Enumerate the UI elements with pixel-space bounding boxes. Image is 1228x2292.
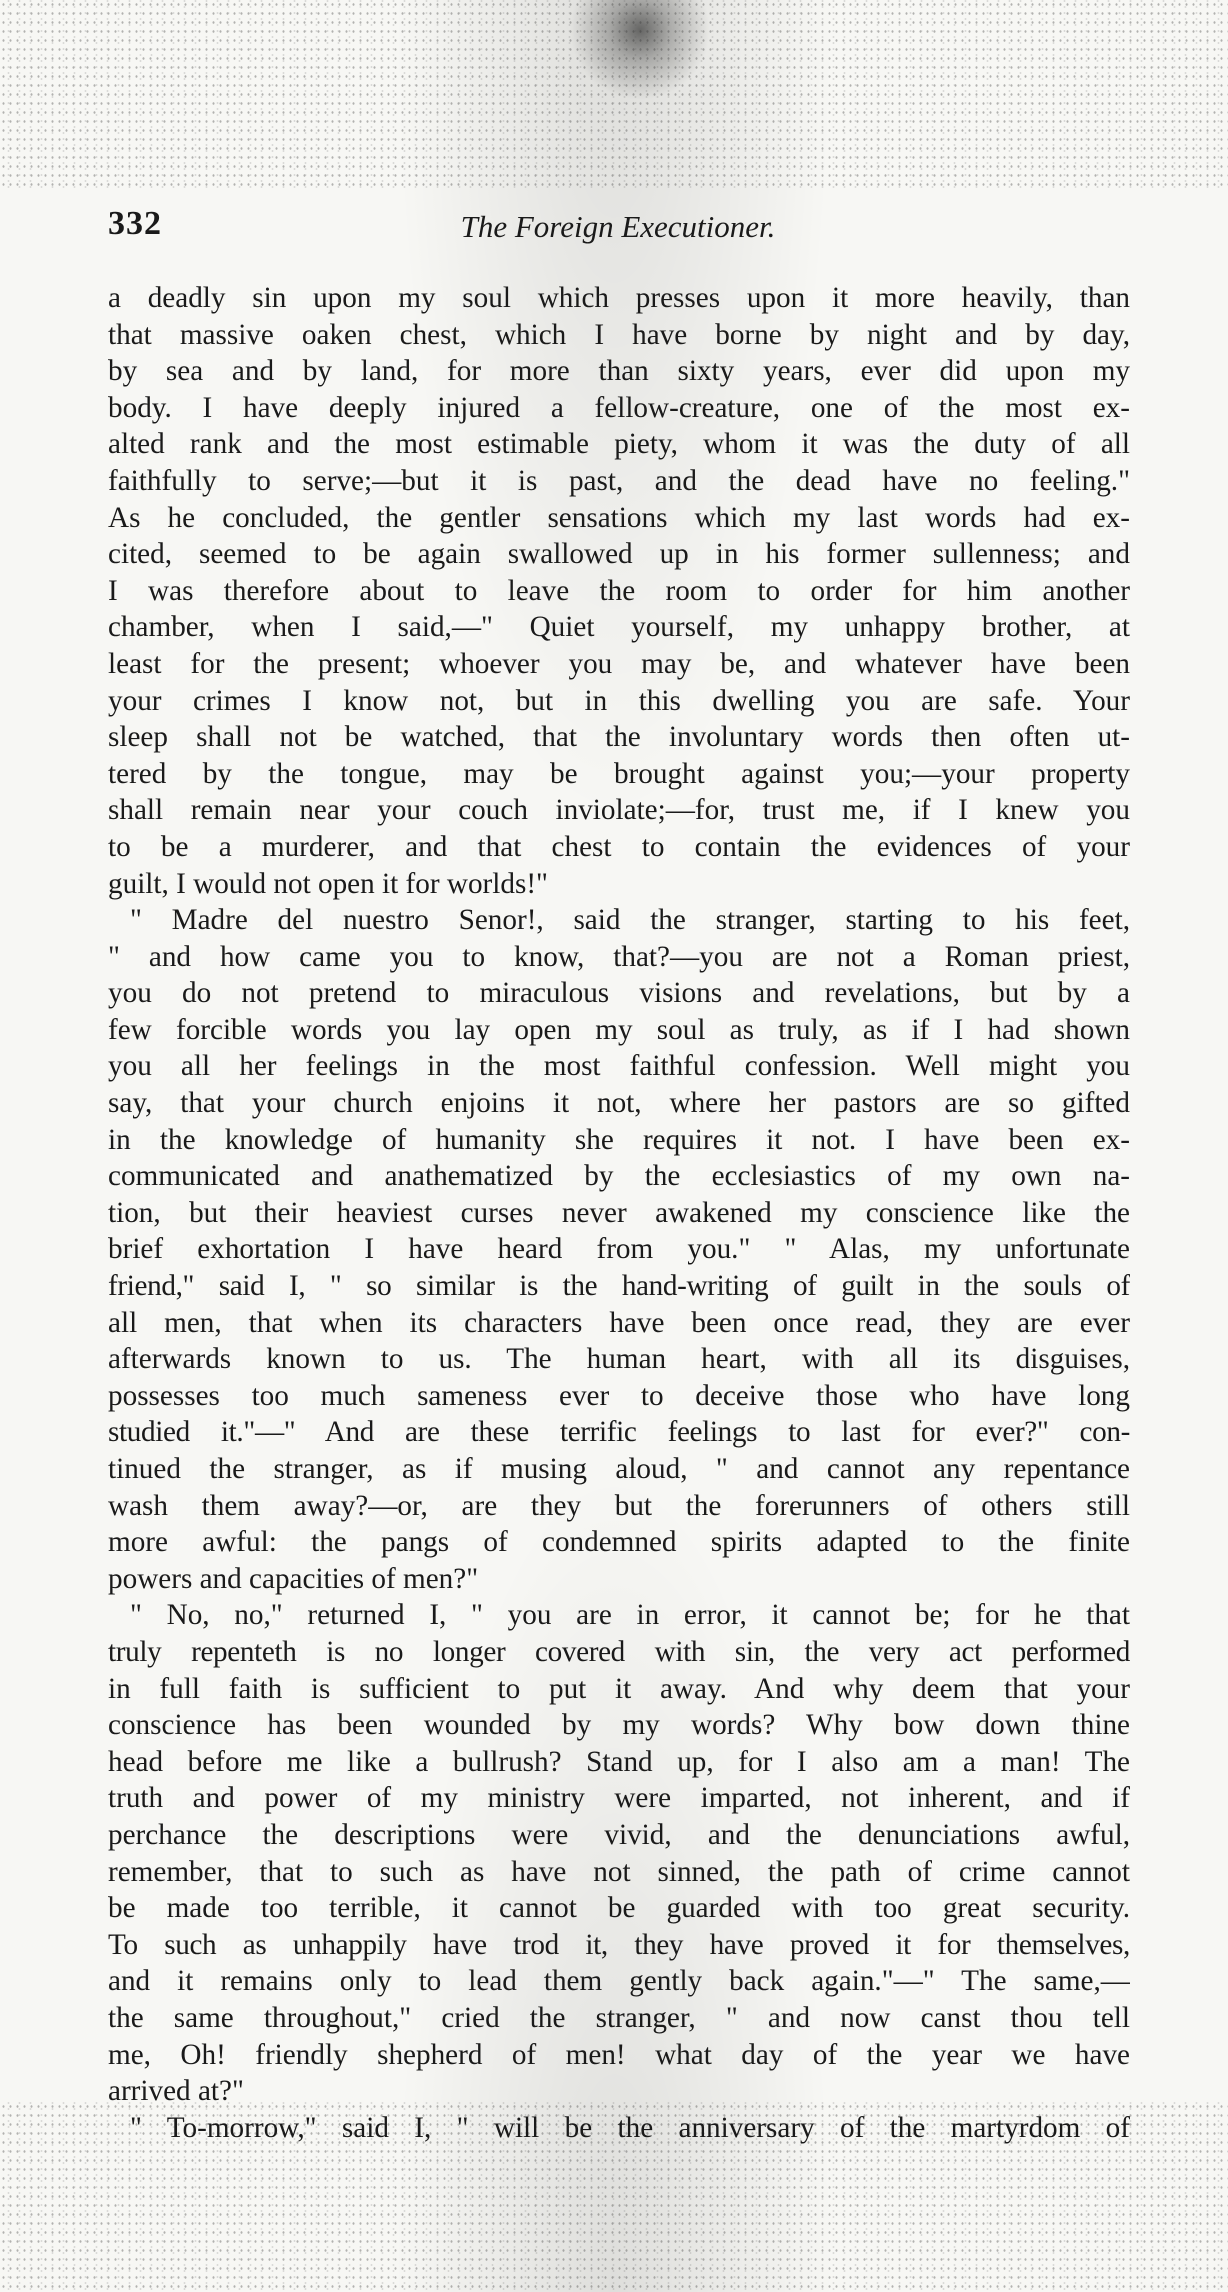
text-line: tered by the tongue, may be brought against you;—your property	[108, 757, 1130, 790]
text-line: least for the present; whoever you may be, and whatever have been	[108, 647, 1130, 680]
text-line: conscience has been wounded by my words? Why bow down thine	[108, 1709, 1130, 1742]
text-line: that massive oaken chest, which I have borne by night and by day,	[108, 318, 1130, 351]
text-line: and it remains only to lead them gently back again."—" The same,—	[108, 1965, 1130, 1998]
text-line: I was therefore about to leave the room to order for him another	[108, 574, 1130, 607]
text-line: in full faith is sufficient to put it away. And why deem that your	[108, 1672, 1130, 1705]
text-line: friend," said I, " so similar is the hand-writing of guilt in the souls of	[108, 1270, 1130, 1303]
text-line: shall remain near your couch inviolate;—for, trust me, if I knew you	[108, 794, 1130, 827]
text-line: wash them away?—or, are they but the forerunners of others still	[108, 1489, 1130, 1522]
text-line: say, that your church enjoins it not, where her pastors are so gifted	[108, 1087, 1130, 1120]
text-line: sleep shall not be watched, that the involuntary words then often ut-	[108, 721, 1130, 754]
text-line: " No, no," returned I, " you are in error, it cannot be; for he that	[130, 1599, 1130, 1632]
text-line: communicated and anathematized by the ecclesiastics of my own na-	[108, 1160, 1130, 1193]
running-title: The Foreign Executioner.	[460, 209, 776, 244]
text-line: more awful: the pangs of condemned spirits adapted to the finite	[108, 1526, 1130, 1559]
text-line: " To-morrow," said I, " will be the anniversary of the martyrdom of	[130, 2111, 1130, 2144]
scan-noise-top	[0, 0, 1228, 190]
text-line: to be a murderer, and that chest to contain the evidences of your	[108, 830, 1130, 863]
text-line: possesses too much sameness ever to deceive those who have long	[108, 1379, 1130, 1412]
text-line: powers and capacities of men?"	[108, 1562, 479, 1595]
text-line: arrived at?"	[108, 2075, 244, 2108]
text-line: you do not pretend to miraculous visions and revelations, but by a	[108, 977, 1130, 1010]
text-line: your crimes I know not, but in this dwelling you are safe. Your	[108, 684, 1130, 717]
text-line: in the knowledge of humanity she requires it not. I have been ex-	[108, 1123, 1130, 1156]
text-line: a deadly sin upon my soul which presses upon it more heavily, than	[108, 282, 1130, 314]
text-line: alted rank and the most estimable piety, whom it was the duty of all	[108, 428, 1130, 461]
text-line: body. I have deeply injured a fellow-creature, one of the most ex-	[108, 391, 1130, 424]
text-line: " and how came you to know, that?—you are not a Roman priest,	[108, 940, 1130, 973]
text-line: the same throughout," cried the stranger, " and now canst thou tell	[108, 2001, 1130, 2034]
text-line: me, Oh! friendly shepherd of men! what day of the year we have	[108, 2038, 1130, 2071]
text-line: remember, that to such as have not sinned, the path of crime cannot	[108, 1855, 1130, 1888]
text-line: truly repenteth is no longer covered with sin, the very act performed	[108, 1635, 1130, 1668]
page-header	[108, 205, 1128, 255]
body-text	[108, 280, 1130, 2146]
text-line: afterwards known to us. The human heart, with all its disguises,	[108, 1343, 1130, 1376]
text-line: few forcible words you lay open my soul as truly, as if I had shown	[108, 1013, 1130, 1046]
text-line: you all her feelings in the most faithful confession. Well might you	[108, 1050, 1130, 1083]
text-line: tinued the stranger, as if musing aloud, " and cannot any repentance	[108, 1453, 1130, 1485]
text-line: faithfully to serve;—but it is past, and the dead have no feeling."	[108, 464, 1130, 497]
text-line: be made too terrible, it cannot be guarded with too great security.	[108, 1892, 1130, 1925]
text-line: brief exhortation I have heard from you." " Alas, my unfortunate	[108, 1233, 1130, 1266]
text-line: To such as unhappily have trod it, they have proved it for themselves,	[108, 1928, 1130, 1961]
text-line: chamber, when I said,—" Quiet yourself, my unhappy brother, at	[108, 611, 1130, 644]
text-line: truth and power of my ministry were imparted, not inherent, and if	[108, 1782, 1130, 1815]
text-line: studied it."—" And are these terrific feelings to last for ever?" con-	[108, 1416, 1130, 1449]
text-line: guilt, I would not open it for worlds!"	[108, 867, 548, 900]
text-line: cited, seemed to be again swallowed up in his former sullenness; and	[108, 538, 1130, 571]
text-line: tion, but their heaviest curses never awakened my conscience like the	[108, 1196, 1130, 1229]
text-line: perchance the descriptions were vivid, and the denunciations awful,	[108, 1818, 1130, 1851]
page-number: 332	[108, 205, 162, 242]
text-line: head before me like a bullrush? Stand up, for I also am a man! The	[108, 1745, 1130, 1778]
text-line: As he concluded, the gentler sensations which my last words had ex-	[108, 501, 1130, 534]
text-line: all men, that when its characters have been once read, they are ever	[108, 1306, 1130, 1339]
text-line: by sea and by land, for more than sixty years, ever did upon my	[108, 355, 1130, 388]
text-line: " Madre del nuestro Senor!, said the stranger, starting to his feet,	[130, 904, 1130, 937]
